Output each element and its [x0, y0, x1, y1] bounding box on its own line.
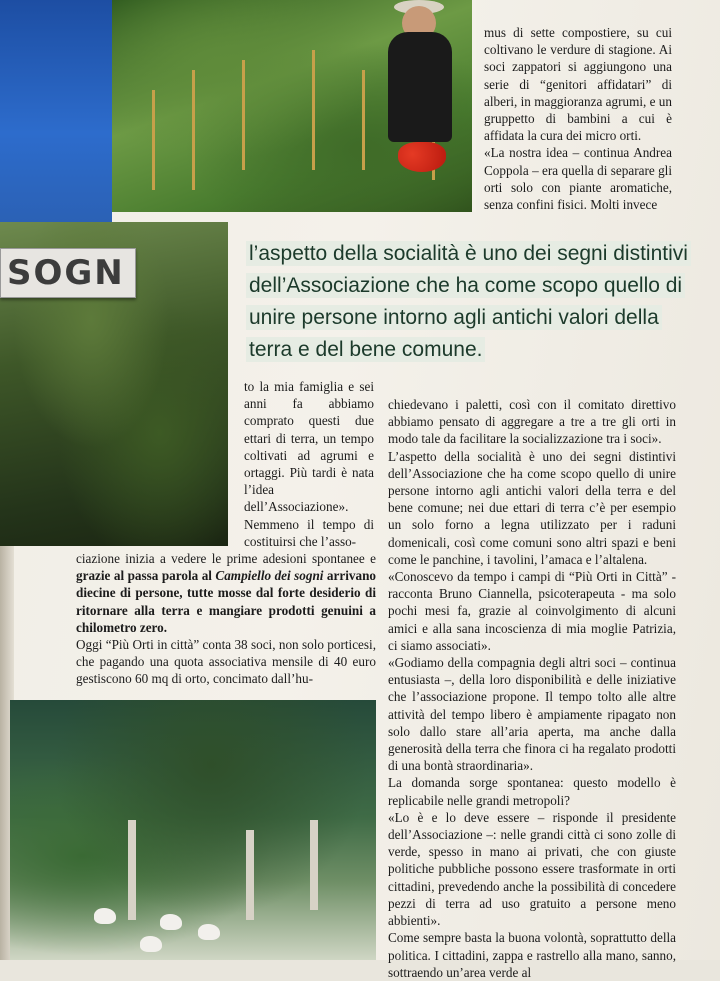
pull-quote-line: unire persone intorno agli antichi valori della [246, 305, 662, 330]
article-bold-text: grazie al passa parola al [76, 568, 216, 584]
article-column-right [388, 396, 676, 981]
garden-stake [152, 90, 155, 190]
hen [140, 936, 162, 952]
tree-trunk [246, 830, 254, 920]
tree-photo [0, 222, 228, 546]
article-column-top-right [484, 24, 672, 213]
article-text: ciazione inizia a vedere le prime adesioni spontanee e [76, 551, 376, 566]
pull-quote-line: terra e del bene comune. [246, 337, 485, 362]
tree-trunk [310, 820, 318, 910]
orchard-photo [10, 700, 376, 960]
pull-quote [246, 238, 714, 366]
tomato-basket [398, 142, 446, 172]
garden-stake [192, 70, 195, 190]
sign-text: SOGN [7, 253, 125, 293]
article-column-left-wide [76, 550, 376, 688]
garden-stake [362, 70, 365, 170]
article-paragraph: mus di sette compostiere, su cui coltivano le verdure di stagione. Ai soci zappatori si aggiungono una serie di “genitori affidatari” di alberi, in maggioranza agrumi, e un gruppetto di bambini a cui è affidata la cura dei micro orti. «La nostra idea – continua Andrea Coppola – era quella di separare gli orti solo con piante aromatiche, senza confini fisici. Molti invece [484, 25, 672, 213]
article-paragraph [76, 550, 376, 636]
pull-quote-line: dell’Associazione che ha come scopo quello di [246, 273, 685, 298]
garden-stake [312, 50, 315, 170]
hen [160, 914, 182, 930]
campiello-name: Campiello dei sogni [215, 568, 324, 584]
blue-photo [0, 0, 112, 222]
tree-trunk [128, 820, 136, 920]
gardener-photo [112, 0, 476, 212]
article-bold-text: arrivano diecine di persone, tutte mosse dal forte desiderio di ritornare alla terra e mangiare prodotti genuini a chilometro zero. [76, 568, 376, 635]
gardener-body [388, 32, 452, 142]
hen [94, 908, 116, 924]
article-paragraph: to la mia famiglia e sei anni fa abbiamo comprato questi due ettari di terra, un tempo coltivati ad agrumi e ortaggi. Più tardi è nata l’idea dell’Associazione». Nemmeno il tempo di costituirsi che l’asso- [244, 379, 374, 549]
article-column-left-narrow [244, 378, 374, 550]
pull-quote-line: l’aspetto della socialità è uno dei segni distintivi [246, 241, 691, 266]
hen [198, 924, 220, 940]
campiello-sign [0, 248, 136, 298]
garden-stake [242, 60, 245, 170]
article-paragraph: chiedevano i paletti, così con il comitato direttivo abbiamo pensato di aggregare a tre a tre gli orti in modo tale da facilitare la socializzazione tra i soci». L’aspetto della socialità è uno dei segni distintivi dell’Associazione che ha come scopo quello di unire persone intorno agli antichi valori della terra e del bene comune; nei due ettari di terra c’è per esempio un solo forno a legna utilizzato per i raduni domenicali, così come comuni sono altri spazi e beni come le panchine, i tavolini, l’amaca e l’altalena. «Conoscevo da tempo i campi di “Più Orti in Città” - racconta Bruno Ciannella, psicoterapeuta - ma solo pochi mesi fa, grazie al coinvolgimento di alcuni amici e alla sana incoscienza di mia moglie Patrizia, ci siamo associati». «Godiamo della compagnia degli altri soci – continua entusiasta –, della loro disponibilità e delle iniziative che l’associazione propone. Il tempo tolto alle altre attività del tempo libero è ampiamente ripagato non solo dallo stare all’aria aperta, ma anche dalla generosità della terra che finora ci ha regalato prodotti di una bontà straordinaria». La domanda sorge spontanea: questo modello è replicabile nelle grandi metropoli? «Lo è e lo deve essere – risponde il presidente dell’Associazione –: nelle grandi città ci sono zolle di verde, spesso in mano ai privati, che con giuste politiche pubbliche possono essere trasformate in orti cittadini, prevedendo anche la possibilità di concedere pezzi di terra ad uso gratuito a persone meno abbienti». Come sempre basta la buona volontà, soprattutto della politica. I cittadini, zappa e rastrello alla mano, sanno, sottraendo un’area verde al [388, 397, 676, 980]
article-paragraph: Oggi “Più Orti in città” conta 38 soci, non solo porticesi, che pagando una quota associativa mensile di 40 euro gestiscono 60 mq di orto, concimato dall’hu- [76, 637, 376, 687]
